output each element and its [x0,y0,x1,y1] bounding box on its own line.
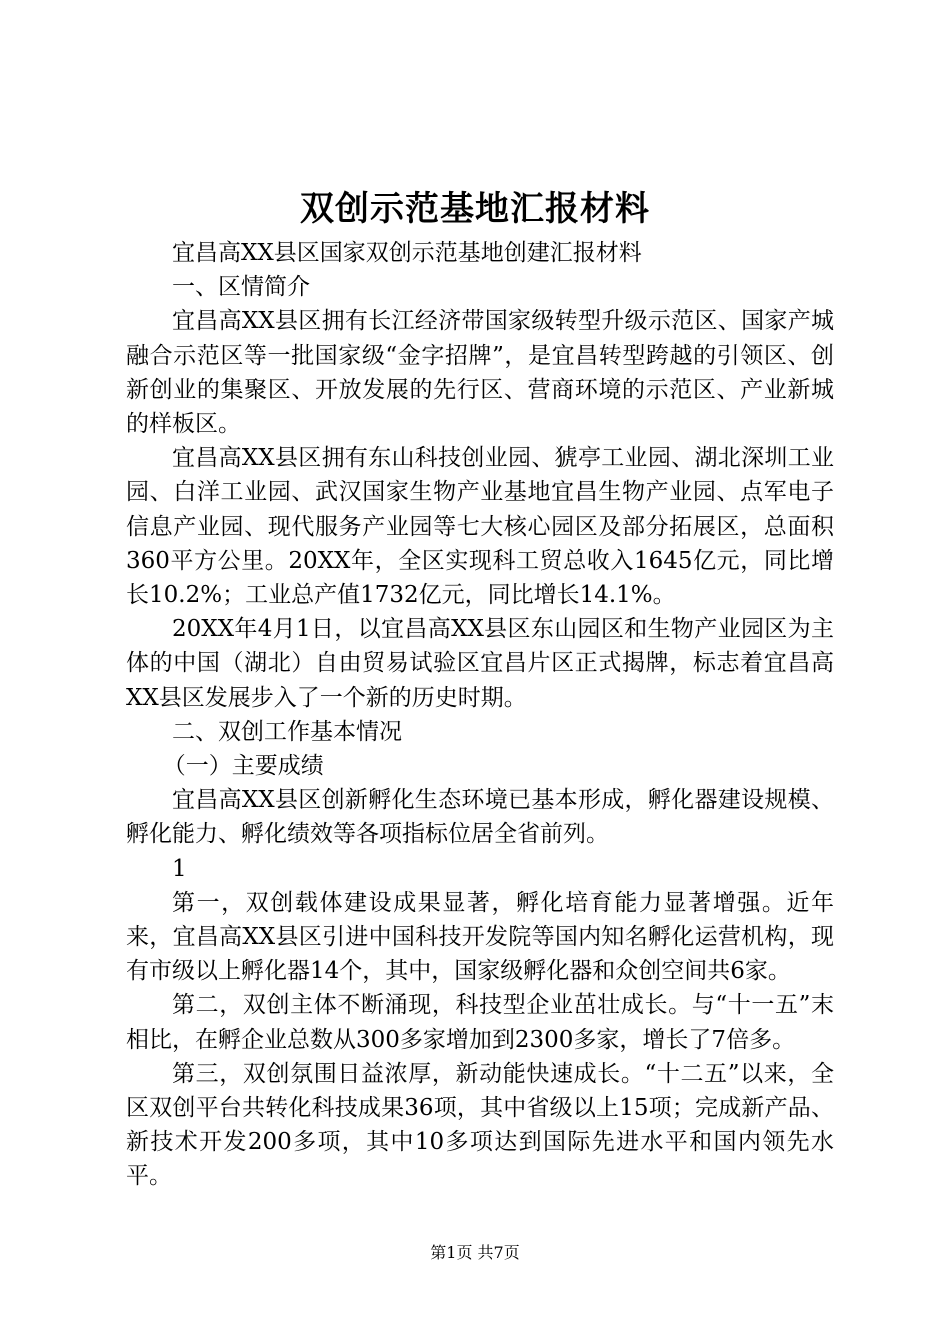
body-paragraph: 20XX年4月1日，以宜昌高XX县区东山园区和生物产业园区为主体的中国（湖北）自由贸易试验区宜昌片区正式揭牌，标志着宜昌高XX县区发展步入了一个新的历史时期。 [126,616,834,711]
document-body [126,236,834,1194]
body-paragraph: 宜昌高XX县区拥有长江经济带国家级转型升级示范区、国家产城融合示范区等一批国家级“金字招牌”，是宜昌转型跨越的引领区、创新创业的集聚区、开放发展的先行区、营商环境的示范区、产业新城的样板区。 [126,308,834,438]
stray-number: 1 [172,855,187,882]
body-paragraph: 宜昌高XX县区创新孵化生态环境已基本形成，孵化器建设规模、孵化能力、孵化绩效等各项指标位居全省前列。 [126,787,834,848]
body-paragraph: 宜昌高XX县区拥有东山科技创业园、猇亭工业园、湖北深圳工业园、白洋工业园、武汉国家生物产业基地宜昌生物产业园、点军电子信息产业园、现代服务产业园等七大核心园区及部分拓展区，总面积360平方公里。20XX年，全区实现科工贸总收入1645亿元，同比增长10.2%；工业总产值1732亿元，同比增长14.1%。 [126,445,834,609]
document-title: 双创示范基地汇报材料 [300,189,650,229]
section-heading-2: 二、双创工作基本情况 [172,718,402,745]
subsection-heading: （一）主要成绩 [162,753,324,780]
section-heading-1: 一、区情简介 [172,274,310,301]
subtitle-paragraph: 宜昌高XX县区国家双创示范基地创建汇报材料 [172,240,642,266]
page-footer: 第1页 共7页 [430,1243,520,1262]
body-paragraph: 第一，双创载体建设成果显著，孵化培育能力显著增强。近年来，宜昌高XX县区引进中国科技开发院等国内知名孵化运营机构，现有市级以上孵化器14个，其中，国家级孵化器和众创空间共6家。 [126,889,834,985]
body-paragraph: 第三，双创氛围日益浓厚，新动能快速成长。“十二五”以来，全区双创平台共转化科技成果36项，其中省级以上15项；完成新产品、新技术开发200多项，其中10多项达到国际先进水平和国内领先水平。 [126,1060,834,1190]
body-paragraph: 第二，双创主体不断涌现，科技型企业茁壮成长。与“十一五”末相比，在孵企业总数从300多家增加到2300多家，增长了7倍多。 [126,992,834,1053]
